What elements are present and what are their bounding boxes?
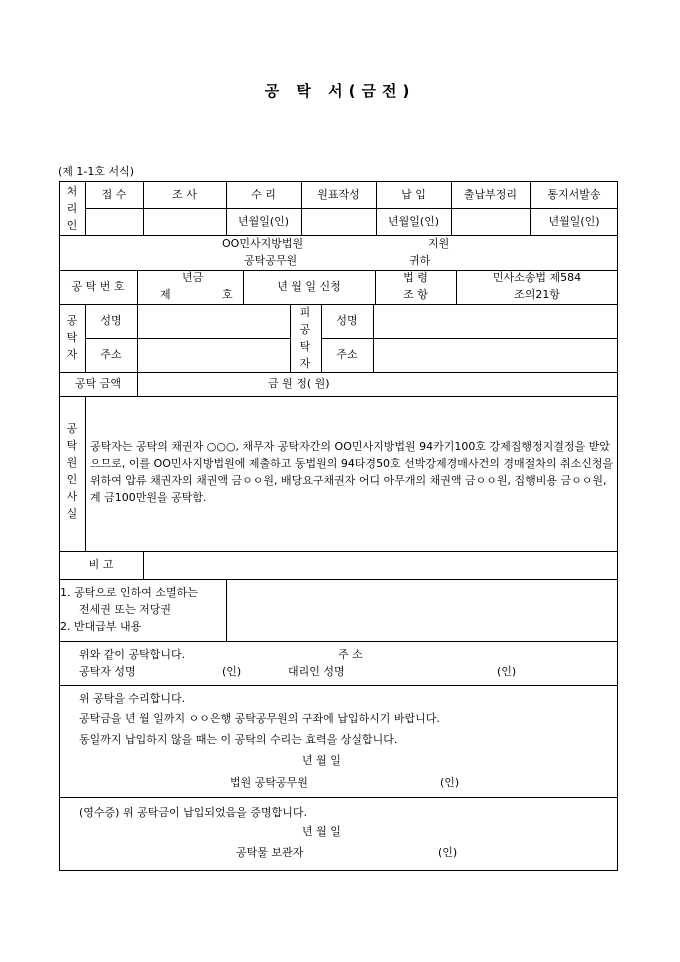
acceptance-seal: (인) — [440, 776, 460, 789]
law-value-2: 조의21항 — [514, 288, 560, 301]
application-date: 년 월 일 신청 — [277, 280, 341, 293]
accept-date: 년월일(인) — [237, 215, 290, 228]
extinguish-line-1: 1. 공탁으로 인하여 소멸하는 — [60, 586, 198, 599]
extinguish-line-3: 2. 반대급부 내용 — [60, 620, 142, 633]
extinguish-line-2: 전세권 또는 저당권 — [79, 603, 172, 616]
acceptance-date: 년 월 일 — [302, 754, 341, 767]
header-payment: 납 입 — [401, 188, 426, 201]
depositee-name-label: 성명 — [336, 314, 358, 327]
agent-seal: (인) — [497, 665, 517, 678]
amount-text: 금 원 정( 원) — [268, 377, 330, 390]
depositor-signature-label: 공탁자 성명 — [79, 665, 136, 678]
header-notice: 통지서발송 — [547, 188, 601, 201]
declaration-address: 주 소 — [338, 648, 363, 661]
depositor-seal: (인) — [222, 665, 242, 678]
receipt-date: 년 월 일 — [302, 825, 341, 838]
deposit-year: 년금 — [182, 271, 204, 284]
law-label-2: 조 항 — [403, 288, 428, 301]
header-cashbook: 출납부정리 — [463, 188, 518, 201]
depositor-name-label: 성명 — [100, 314, 122, 327]
remarks-label: 비 고 — [88, 558, 114, 571]
acceptance-line-2: 공탁금을 년 월 일까지 ㅇㅇ은행 공탁공무원의 구좌에 납입하시기 바랍니다. — [79, 712, 440, 725]
depositor-label: 공탁자 — [66, 314, 78, 361]
acceptance-line-1: 위 공탁을 수리합니다. — [79, 692, 186, 705]
amount-label: 공탁 금액 — [74, 377, 121, 390]
cause-text: 공탁자는 공탁의 채권자 ○○○, 채무자 공탁자간의 OO민사지방법원 94카기100호 강제집행정지결정을 받았으므로, 이를 OO민사지방법원에 제출하고 동법원의 94타경50호 선박강제경매사건의 경매절차의 취소신청을 위하여 압류 채권자의 채권액 금ㅇㅇ원, 배당요구채권자 어디 아무개의 채권액 금ㅇㅇ원, 집행비용 금ㅇㅇ원, 계 금100만원을 공탁함. — [90, 440, 614, 504]
notice-date: 년월일(인) — [548, 215, 600, 228]
deposit-no-label: 공 탁 번 호 — [71, 280, 125, 293]
court-official: 공탁공무원 — [244, 254, 298, 267]
court-name: OO민사지방법원 — [222, 237, 304, 250]
receipt-seal: (인) — [438, 846, 458, 859]
receipt-custodian: 공탁물 보관자 — [236, 846, 304, 859]
court-honorific: 귀하 — [409, 254, 431, 267]
declaration-line: 위와 같이 공탁합니다. — [79, 648, 186, 661]
agent-name-label: 대리인 성명 — [288, 665, 345, 678]
cause-label: 공탁원인사실 — [66, 422, 78, 520]
receipt-line: (영수증) 위 공탁금이 납입되었음을 증명합니다. — [79, 806, 307, 819]
header-ledger: 원표작성 — [317, 188, 360, 201]
acceptance-official: 법원 공탁공무원 — [230, 776, 308, 789]
deposit-ho: 호 — [222, 288, 233, 301]
depositee-label: 피공탁자 — [299, 306, 311, 370]
form-number: (제 1-1호 서식) — [58, 165, 135, 178]
header-receive: 접 수 — [101, 188, 127, 201]
deposit-je: 제 — [160, 288, 171, 301]
acceptance-line-3: 동일까지 납입하지 않을 때는 이 공탁의 수리는 효력을 상실합니다. — [79, 733, 398, 746]
law-label-1: 법 령 — [403, 271, 428, 284]
header-investigate: 조 사 — [172, 188, 197, 201]
depositor-address-label: 주소 — [100, 348, 122, 361]
depositee-address-label: 주소 — [336, 348, 358, 361]
court-branch: 지원 — [428, 237, 450, 250]
page-title: 공 탁 서(금전) — [264, 82, 416, 100]
processing-label: 처리인 — [66, 185, 78, 232]
header-accept: 수 리 — [251, 188, 276, 201]
law-value-1: 민사소송법 제584 — [492, 271, 582, 284]
payment-date: 년월일(인) — [387, 215, 440, 228]
